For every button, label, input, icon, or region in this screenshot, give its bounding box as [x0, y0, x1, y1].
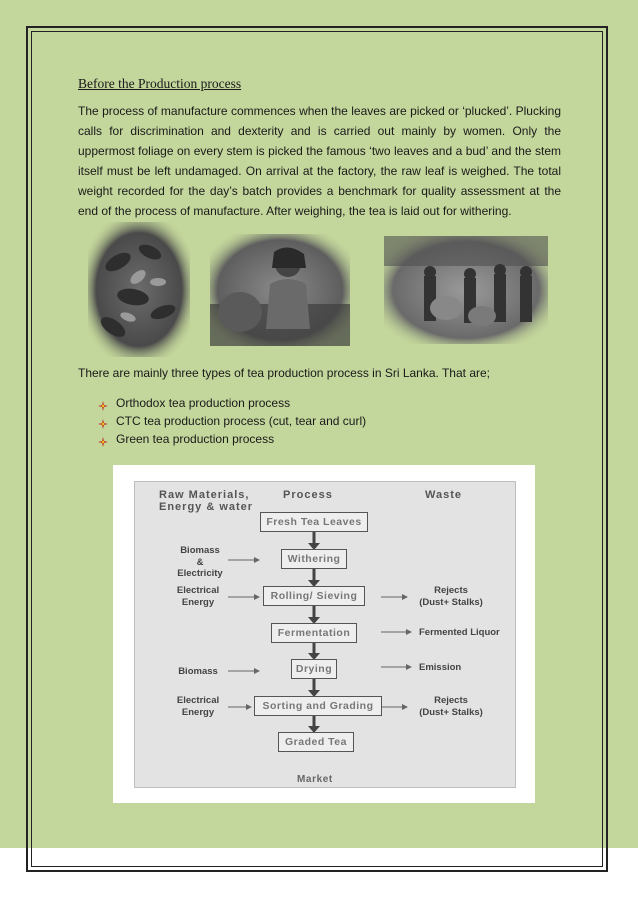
waste-rolling — [415, 585, 487, 608]
waste-drying-line: Emission — [419, 662, 462, 673]
waste-rolling-line: (Dust+ Stalks) — [419, 596, 483, 608]
market-label: Market — [297, 774, 333, 785]
input-rolling-line: Electrical — [176, 585, 220, 596]
input-withering-line: Biomass — [180, 545, 220, 556]
photo-tea-leaves — [88, 222, 190, 357]
input-sorting-line: Energy — [181, 706, 215, 718]
step-fresh-tea-leaves: Fresh Tea Leaves — [260, 512, 368, 532]
list-item-label: CTC tea production process (cut, tear and curl) — [116, 414, 367, 428]
photo-tea-plucker — [210, 234, 350, 346]
list-item — [98, 394, 366, 412]
list-item-label: Orthodox tea production process — [116, 396, 291, 410]
step-fermentation: Fermentation — [271, 623, 357, 643]
intro-text: There are mainly three types of tea production process in Sri Lanka. That are; — [78, 366, 490, 380]
waste-rolling-line: Rejects — [434, 585, 468, 596]
input-withering-line: & — [196, 556, 204, 568]
flower-bullet-icon — [98, 398, 108, 408]
step-drying: Drying — [291, 659, 337, 679]
flower-bullet-icon — [98, 434, 108, 444]
input-rolling-line: Energy — [181, 596, 215, 608]
input-drying — [173, 666, 223, 678]
list-item — [98, 430, 366, 448]
list-item — [98, 412, 366, 430]
step-withering: Withering — [281, 549, 347, 569]
column-header-waste: Waste — [425, 489, 462, 501]
column-header-process: Process — [283, 489, 333, 501]
process-flow-diagram — [134, 481, 516, 788]
section-paragraph: The process of manufacture commences when the leaves are picked or ‘plucked’. Plucking calls for discrimination and dexterity and is carried out mainly by women. Only the uppermost foliage on every stem is picked the famous ‘two leaves and a bud’ and the stem itself must be left undamaged. On arrival at the factory, the raw leaf is weighed. The total weight recorded for the day’s batch provides a benchmark for quality assessment at the end of the process of manufacture. After weighing, the tea is laid out for withering. — [78, 104, 561, 218]
column-header-raw-line1: Raw Materials, — [159, 489, 250, 501]
section-heading: Before the Production process — [78, 76, 242, 91]
column-header-raw-line2: Energy & water — [159, 501, 254, 513]
input-withering-line: Electricity — [177, 568, 223, 579]
waste-sorting-line: (Dust+ Stalks) — [419, 706, 483, 718]
input-rolling — [173, 585, 223, 608]
section-content — [78, 76, 561, 221]
photo-strip — [88, 222, 548, 357]
step-sorting-grading: Sorting and Grading — [254, 696, 382, 716]
photo-weighing-group — [384, 236, 548, 344]
list-item-label: Green tea production process — [116, 432, 275, 446]
column-header-raw — [159, 489, 253, 513]
input-sorting-line: Electrical — [176, 695, 220, 706]
step-rolling-sieving: Rolling/ Sieving — [263, 586, 365, 606]
waste-fermentation — [419, 627, 513, 639]
step-graded-tea: Graded Tea — [278, 732, 354, 752]
input-sorting — [173, 695, 223, 718]
waste-sorting — [415, 695, 487, 718]
waste-drying — [419, 662, 479, 674]
waste-fermentation-line: Fermented Liquor — [419, 627, 500, 638]
flower-bullet-icon — [98, 416, 108, 426]
waste-sorting-line: Rejects — [434, 695, 468, 706]
process-diagram-frame — [113, 465, 535, 803]
process-type-list — [98, 394, 366, 448]
input-drying-line: Biomass — [178, 666, 218, 677]
input-withering — [173, 545, 227, 580]
